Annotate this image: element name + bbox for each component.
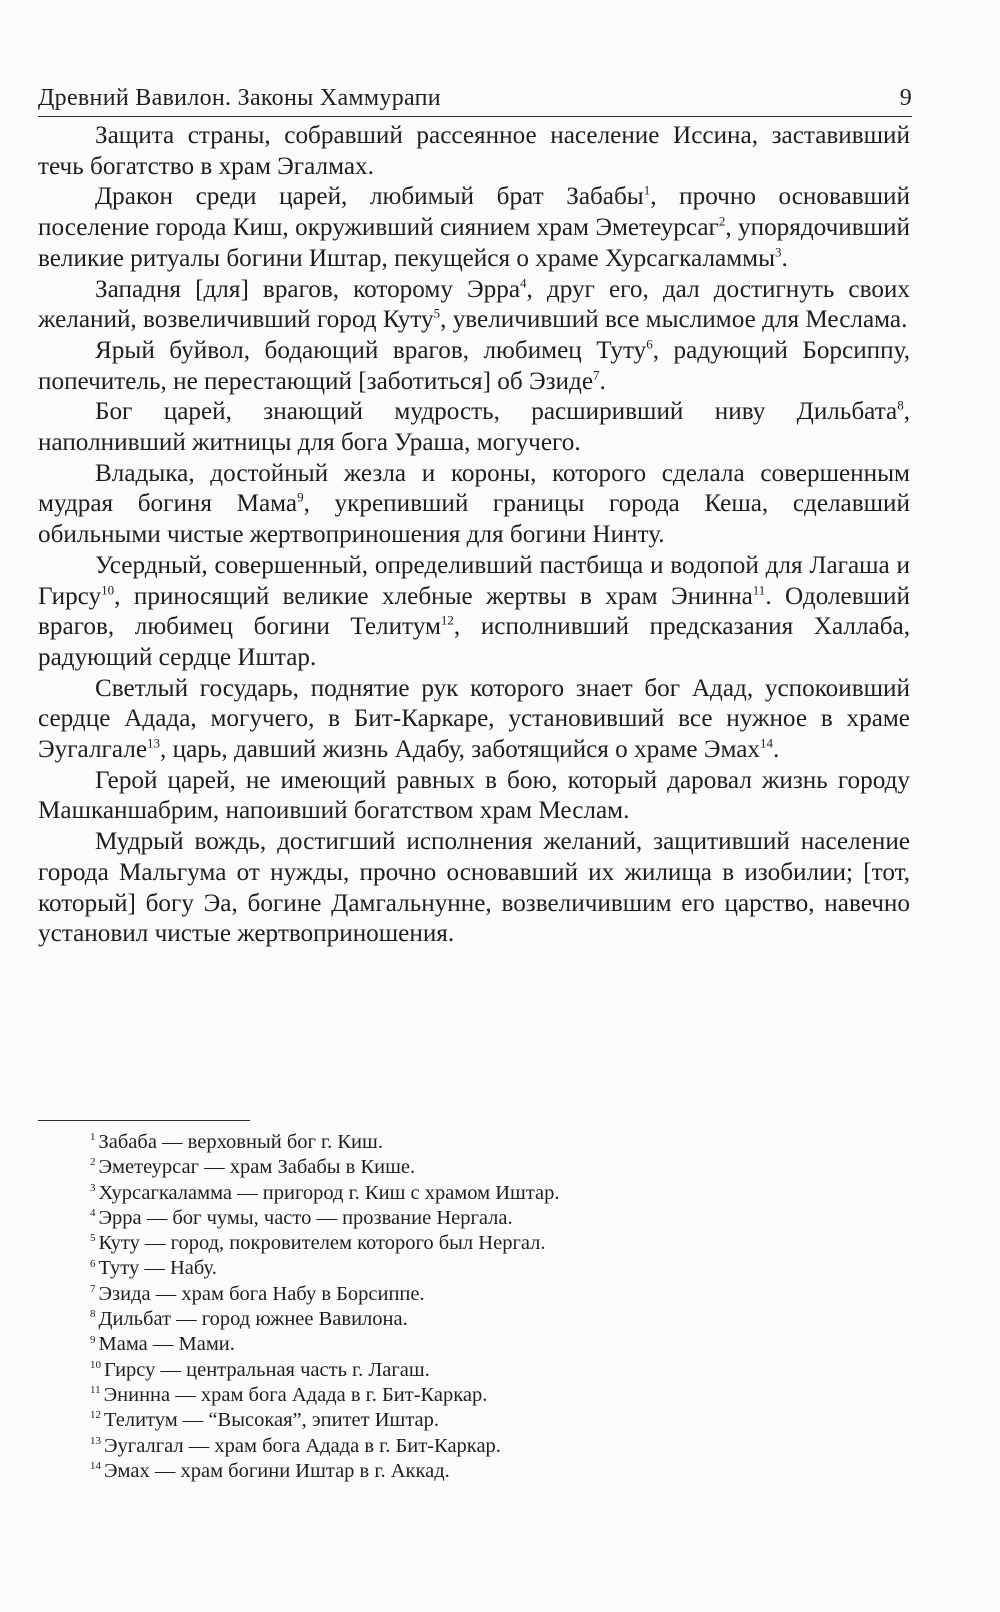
paragraph-text: , друг его, дал достигнуть своих желаний, возвеличивший город Куту bbox=[38, 275, 910, 334]
footnote-ref[interactable]: 11 bbox=[752, 582, 766, 598]
paragraph-text: Мудрый вождь, достигший исполнения желаний, защитивший население города Мальгума от нужды, прочно основавший их жилища в изобилии; [тот, который] богу Эа, богине Дамгальнунне, возвеличившим его царство, навечно установил чистые жертвоприношения. bbox=[38, 828, 910, 948]
footnote bbox=[90, 1408, 910, 1433]
footnote-number: 12 bbox=[90, 1409, 101, 1422]
paragraph bbox=[38, 336, 910, 397]
footnote-separator bbox=[38, 1120, 250, 1121]
paragraph-text: , приносящий великие хлебные жертвы в храм Энинна bbox=[114, 582, 753, 610]
footnote bbox=[90, 1181, 910, 1206]
footnote-number: 9 bbox=[90, 1333, 96, 1346]
paragraph-text: . bbox=[599, 367, 606, 395]
footnote-text: Дильбат — город южнее Вавилона. bbox=[98, 1308, 408, 1331]
footnotes bbox=[90, 1130, 910, 1484]
paragraph bbox=[38, 551, 910, 674]
footnote-ref[interactable]: 10 bbox=[101, 582, 115, 598]
footnote bbox=[90, 1434, 910, 1459]
footnote bbox=[90, 1256, 910, 1281]
paragraph-text: . Одолевший врагов, любимец богини Телитум bbox=[38, 582, 910, 641]
footnote bbox=[90, 1307, 910, 1332]
paragraph bbox=[38, 121, 910, 182]
footnote-number: 7 bbox=[90, 1282, 96, 1295]
footnote-number: 8 bbox=[90, 1308, 96, 1321]
paragraph-text: Западня [для] врагов, которому Эрра bbox=[95, 275, 520, 303]
paragraph-text: , прочно основавший поселение города Киш, окруживший сиянием храм Эметеурсаг bbox=[38, 183, 910, 242]
paragraph-text: Бог царей, знающий мудрость, расширивший ниву Дильбата bbox=[95, 398, 898, 426]
paragraph-text: Усердный, совершенный, определивший пастбища и водопой для Лагаша и Гирсу bbox=[38, 551, 910, 610]
paragraph-text: , увеличивший все мыслимое для Меслама. bbox=[440, 306, 908, 334]
footnote-text: Энинна — храм бога Адада в г. Бит-Каркар. bbox=[103, 1383, 488, 1406]
paragraph-text: . bbox=[781, 244, 788, 272]
main-text bbox=[38, 121, 910, 950]
paragraph bbox=[38, 275, 910, 336]
footnote-ref[interactable]: 13 bbox=[147, 735, 161, 751]
paragraph bbox=[38, 459, 910, 551]
paragraph-text: , царь, давший жизнь Адабу, заботящийся о храме Эмах bbox=[160, 736, 760, 764]
footnote-text: Эметеурсаг — храм Забабы в Кише. bbox=[98, 1156, 416, 1179]
footnote-text: Куту — город, покровителем которого был Нергал. bbox=[98, 1232, 546, 1255]
footnote bbox=[90, 1231, 910, 1256]
footnote bbox=[90, 1206, 910, 1231]
footnote-text: Хурсагкаламма — пригород г. Киш с храмом Иштар. bbox=[98, 1181, 560, 1204]
footnote-number: 3 bbox=[90, 1181, 96, 1194]
footnote bbox=[90, 1282, 910, 1307]
footnote-ref[interactable]: 6 bbox=[646, 336, 653, 352]
paragraph-text: , наполнивший житницы для бога Ураша, могучего. bbox=[38, 398, 910, 457]
footnote bbox=[90, 1383, 910, 1408]
footnote-ref[interactable]: 9 bbox=[297, 490, 304, 506]
paragraph bbox=[38, 397, 910, 458]
paragraph-text: . bbox=[773, 736, 780, 764]
footnote-ref[interactable]: 4 bbox=[520, 275, 527, 291]
paragraph-text: Ярый буйвол, бодающий врагов, любимец Туту bbox=[95, 336, 647, 364]
footnote-text: Эзида — храм бога Набу в Борсиппе. bbox=[98, 1282, 425, 1305]
page-number: 9 bbox=[899, 85, 912, 111]
footnote-number: 2 bbox=[90, 1156, 96, 1169]
paragraph-text: Владыка, достойный жезла и короны, которого сделала совершенным мудрая богиня Мама bbox=[38, 459, 910, 518]
footnote-number: 4 bbox=[90, 1207, 96, 1220]
paragraph bbox=[38, 674, 910, 766]
footnote-text: Гирсу — центральная часть г. Лагаш. bbox=[104, 1358, 430, 1381]
paragraph bbox=[38, 766, 910, 827]
footnote-ref[interactable]: 7 bbox=[593, 367, 600, 383]
footnote-text: Телитум — “Высокая”, эпитет Иштар. bbox=[104, 1409, 440, 1432]
paragraph-text: Дракон среди царей, любимый брат Забабы bbox=[95, 183, 644, 211]
footnote-ref[interactable]: 2 bbox=[718, 213, 726, 229]
footnote-text: Забаба — верховный бог г. Киш. bbox=[98, 1131, 383, 1153]
footnote-number: 5 bbox=[90, 1232, 96, 1245]
footnote bbox=[90, 1155, 910, 1180]
paragraph-text: Защита страны, собравший рассеянное население Иссина, заставивший течь богатство в храм Эгалмах. bbox=[38, 122, 910, 180]
footnote-number: 1 bbox=[90, 1131, 96, 1144]
footnote-text: Эугалгал — храм бога Адада в г. Бит-Каркар. bbox=[104, 1434, 501, 1457]
paragraph-text: Герой царей, не имеющий равных в бою, который даровал жизнь городу Машканшабрим, напоивший богатством храм Меслам. bbox=[38, 766, 910, 825]
paragraph-text: , укрепивший границы города Кеша, сделавший обильными чистые жертвоприношения для богини Нинту. bbox=[38, 490, 910, 549]
footnote-ref[interactable]: 3 bbox=[775, 244, 782, 260]
footnote-number: 14 bbox=[90, 1460, 101, 1473]
footnote-number: 10 bbox=[90, 1358, 101, 1371]
paragraph-text: , радующий Борсиппу, попечитель, не перестающий [заботиться] об Эзиде bbox=[38, 336, 910, 395]
paragraph bbox=[38, 182, 910, 274]
footnote-text: Мама — Мами. bbox=[98, 1333, 235, 1356]
footnote-ref[interactable]: 12 bbox=[440, 612, 454, 628]
footnote-number: 13 bbox=[90, 1434, 101, 1447]
running-title: Древний Вавилон. Законы Хаммурапи bbox=[38, 85, 441, 111]
footnote-ref[interactable]: 14 bbox=[760, 735, 773, 751]
footnote-ref[interactable]: 8 bbox=[897, 397, 904, 413]
footnote bbox=[90, 1332, 910, 1357]
running-header bbox=[38, 72, 912, 117]
footnote-number: 6 bbox=[90, 1257, 96, 1270]
footnote-ref[interactable]: 1 bbox=[643, 183, 651, 199]
footnote-number: 11 bbox=[90, 1384, 101, 1397]
footnote-text: Туту — Набу. bbox=[98, 1257, 217, 1280]
paragraph-text: , упорядочивший великие ритуалы богини Иштар, пекущейся о храме Хурсагкаламмы bbox=[38, 214, 910, 272]
footnote bbox=[90, 1358, 910, 1383]
footnote-text: Эмах — храм богини Иштар в г. Аккад. bbox=[104, 1459, 450, 1482]
paragraph-text: , исполнивший предсказания Халлаба, радующий сердце Иштар. bbox=[38, 613, 910, 671]
footnote-ref[interactable]: 5 bbox=[433, 305, 441, 321]
footnote bbox=[90, 1130, 910, 1155]
footnote bbox=[90, 1459, 910, 1484]
paragraph-text: Светлый государь, поднятие рук которого знает бог Адад, успокоивший сердце Адада, могучего, в Бит-Каркаре, установивший все нужное в храме Эугалгале bbox=[38, 674, 910, 764]
footnote-text: Эрра — бог чумы, часто — прозвание Нергала. bbox=[98, 1206, 513, 1229]
paragraph bbox=[38, 827, 910, 950]
